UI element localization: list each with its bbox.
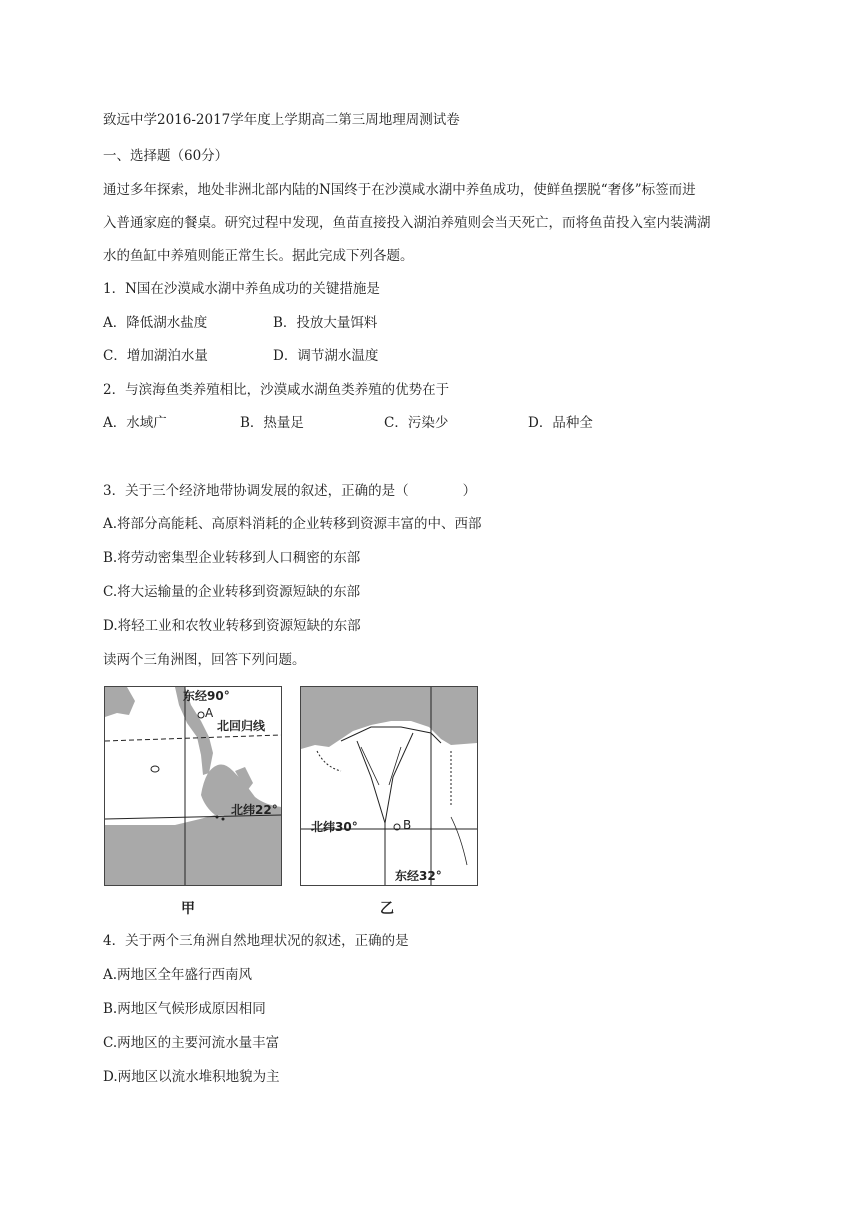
q3-option-c[interactable]: C.将大运输量的企业转移到资源短缺的东部 [103, 584, 361, 600]
q1-option-d[interactable]: D．调节湖水温度 [273, 348, 379, 364]
q4-option-c[interactable]: C.两地区的主要河流水量丰富 [103, 1035, 280, 1051]
q4-stem: 4．关于两个三角洲自然地理状况的叙述，正确的是 [103, 933, 409, 949]
q2-stem: 2．与滨海鱼类养殖相比，沙漠咸水湖鱼类养殖的优势在于 [103, 382, 450, 398]
q4-option-d[interactable]: D.两地区以流水堆积地貌为主 [103, 1069, 280, 1085]
q1-stem: 1．N国在沙漠咸水湖中养鱼成功的关键措施是 [103, 281, 380, 297]
section-heading: 一、选择题（60分） [103, 148, 229, 164]
q1-option-c[interactable]: C．增加湖泊水量 [103, 348, 208, 364]
jia-lat-label: 北纬22° [231, 803, 278, 817]
intro-line-1: 通过多年探索，地处非洲北部内陆的N国终于在沙漠咸水湖中养鱼成功，使鲜鱼摆脱“奢侈”标签而进 [103, 182, 696, 198]
yi-lon-label: 东经32° [395, 869, 442, 883]
intro-line-2: 入普通家庭的餐桌。研究过程中发现，鱼苗直接投入湖泊养殖则会当天死亡，而将鱼苗投入室内装满湖 [103, 215, 711, 231]
q3-option-a[interactable]: A.将部分高能耗、高原料消耗的企业转移到资源丰富的中、西部 [103, 516, 482, 532]
jia-point-a: A [205, 706, 214, 720]
q3-option-d[interactable]: D.将轻工业和农牧业转移到资源短缺的东部 [103, 618, 361, 634]
figure-intro: 读两个三角洲图，回答下列问题。 [103, 652, 306, 668]
yi-lat-label: 北纬30° [311, 820, 358, 834]
map-jia [104, 686, 282, 886]
q2-option-a[interactable]: A．水域广 [103, 415, 167, 431]
jia-lon-label: 东经90° [183, 689, 230, 703]
map-yi-caption: 乙 [380, 901, 394, 917]
q4-option-b[interactable]: B.两地区气候形成原因相同 [103, 1001, 266, 1017]
intro-line-3: 水的鱼缸中养殖则能正常生长。据此完成下列各题。 [103, 248, 414, 264]
map-jia-caption: 甲 [181, 901, 195, 917]
q3-stem: 3．关于三个经济地带协调发展的叙述，正确的是（ ） [103, 483, 477, 499]
q4-option-a[interactable]: A.两地区全年盛行西南风 [103, 967, 253, 983]
jia-tropic-label: 北回归线 [217, 719, 266, 733]
q2-option-d[interactable]: D．品种全 [528, 415, 593, 431]
q2-option-b[interactable]: B．热量足 [240, 415, 304, 431]
q3-option-b[interactable]: B.将劳动密集型企业转移到人口稠密的东部 [103, 550, 361, 566]
q1-option-b[interactable]: B．投放大量饵料 [273, 315, 378, 331]
map-yi [300, 686, 478, 886]
yi-point-b: B [403, 818, 412, 832]
q1-option-a[interactable]: A．降低湖水盐度 [103, 315, 208, 331]
q2-option-c[interactable]: C．污染少 [384, 415, 449, 431]
page-title: 致远中学2016-2017学年度上学期高二第三周地理周测试卷 [103, 112, 460, 128]
